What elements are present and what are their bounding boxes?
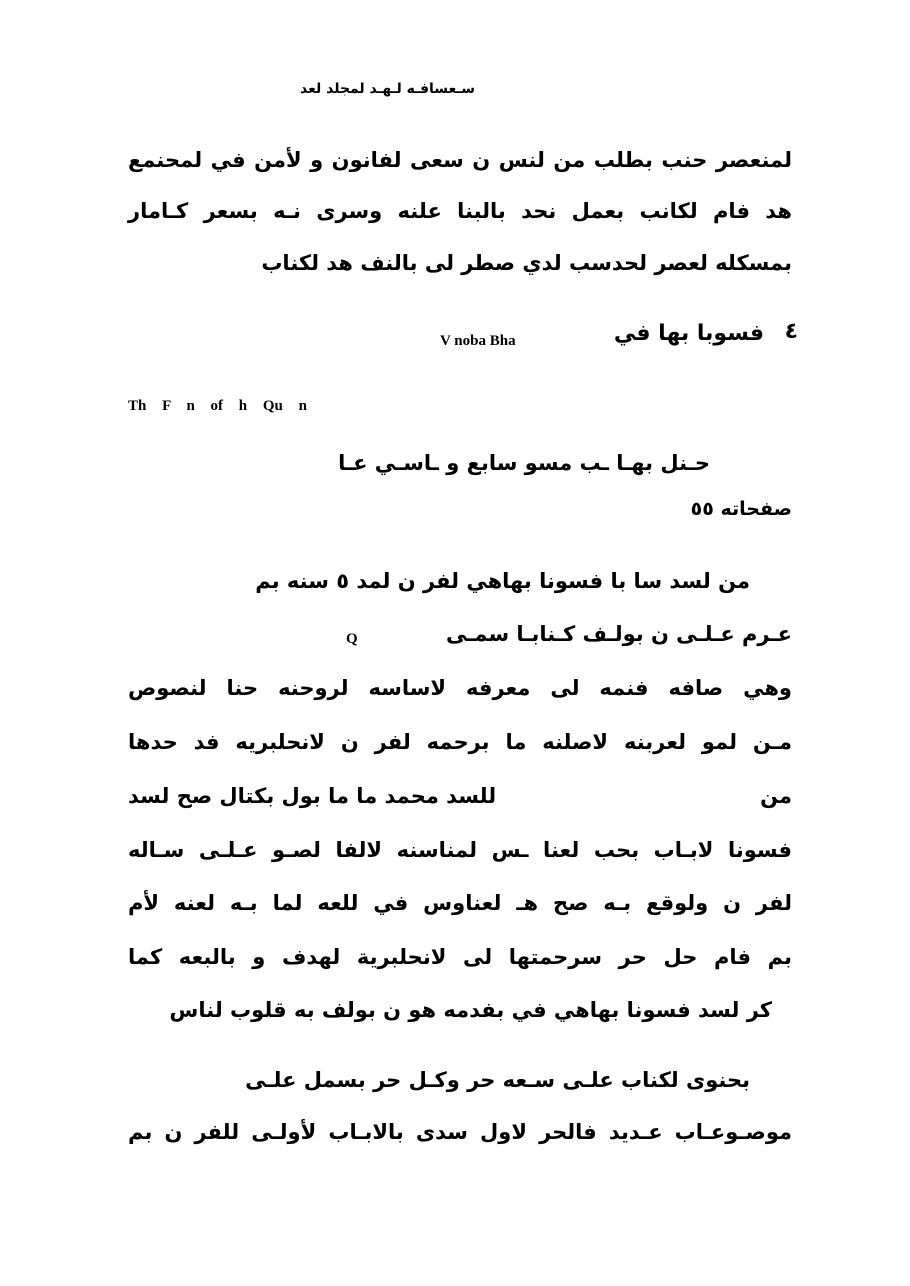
para2-line-1: بحنوى لكناب علـى سـعه حر وكـل حر بسمل علـى <box>245 1068 750 1092</box>
intro-line-1: لمنعصر حنب بطلب من لنس ن سعى لفانون و لأمن في لمحنمع <box>128 148 792 172</box>
intro-line-2: هد فام لكانب بعمل نحد بالبنا علنه وسرى نـه بسعر كـامار <box>128 199 792 223</box>
para1-line-3: وهي صافه فنمه لى معرفه لاساسه لروحنه حنا لنصوص <box>128 676 792 700</box>
page-count: صفحاته ٥٥ <box>690 498 792 520</box>
para1-line-5a: من <box>760 784 792 808</box>
section-title-latin: V noba Bha <box>440 333 516 349</box>
book-title-latin: Th F n of h Qu n <box>128 398 307 414</box>
section-title-arabic: فسوبا بها في <box>613 321 764 346</box>
para1-line-5b: للسد محمد ما ما بول بكتال صح لسد <box>128 784 497 808</box>
para2-line-2: موصـوعـاب عـديد فالحر لاول سدى بالابـاب لأولـى للفر ن بم <box>128 1120 792 1144</box>
book-byline: حـنل بهـا ـب مسو سابع و ـاسـي عـا <box>338 451 710 475</box>
para1-line-9: كر لسد فسونا بهاهي في بفدمه هو ن بولف به قلوب لناس <box>169 998 772 1022</box>
latin-mark-q: Q <box>346 631 358 647</box>
para1-line-7: لفر ن ولوقع بـه صح هـ لعناوس في للعه لما بـه لعنه لأم <box>128 891 792 915</box>
section-number: ٤ <box>784 319 798 344</box>
para1-line-4: مـن لمو لعربنه لاصلنه ما برحمه لفر ن لانحلبريه فد حدها <box>128 730 792 754</box>
para1-line-2: عـرم عـلـى ن بولـف كـنابـا سمـى <box>445 622 792 646</box>
para1-line-6: فسونا لابـاب بحب لعنا ـس لمناسنه لالفا لصـو عـلـى سـاله <box>128 838 792 862</box>
intro-line-3: بمسكله لعصر لحدسب لدي صطر لى بالنف هد لكناب <box>261 251 792 275</box>
running-header: سـعسافـه لـهـد لمجلد لعد <box>300 81 475 97</box>
para1-line-8: بم فام حل حر سرحمتها لى لانحلبرية لهدف و بالبعه كما <box>128 945 792 969</box>
para1-line-1: من لسد سا با فسونا بهاهي لفر ن لمد ٥ سنه بم <box>255 569 750 593</box>
